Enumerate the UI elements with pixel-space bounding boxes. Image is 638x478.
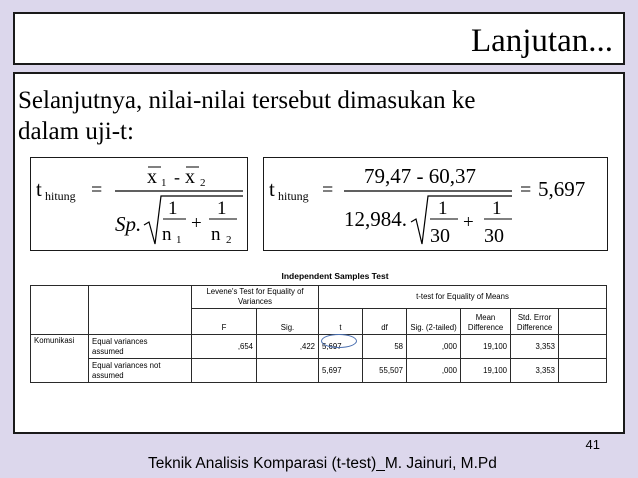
calc-t: t — [269, 177, 275, 201]
cell-t-highlighted: 5,697 — [319, 335, 363, 359]
cell-f: ,654 — [192, 335, 257, 359]
col-sig: Sig. — [257, 309, 319, 335]
col-sig-2tailed: Sig. (2-tailed) — [407, 309, 461, 335]
calc-n2: 30 — [484, 225, 504, 247]
cell-sig: ,422 — [257, 335, 319, 359]
intro-line-2: dalam uji-t: — [18, 118, 134, 145]
formula-eq: = — [91, 179, 103, 201]
slide-title: Lanjutan... — [470, 23, 613, 59]
cell-sig-2tailed: ,000 — [407, 335, 461, 359]
inner-num-2: 1 — [217, 198, 227, 219]
inner-num-1: 1 — [168, 198, 178, 219]
calc-eq: = — [322, 179, 334, 201]
calc-inner-num-2: 1 — [492, 198, 502, 219]
numerator-sub-1: 1 — [161, 177, 167, 189]
table-row — [31, 335, 607, 359]
independent-samples-table — [30, 285, 607, 383]
spss-output — [30, 270, 610, 383]
numerator-sub-2: 2 — [200, 177, 206, 189]
formula-calculated — [263, 157, 608, 251]
table-row — [31, 359, 607, 383]
slide-number: 41 — [585, 437, 600, 452]
formula-sub: hitung — [45, 189, 76, 203]
levene-header: Levene's Test for Equality of Variances — [192, 286, 319, 309]
formula-calc-svg — [264, 158, 606, 249]
row-label: Equal variances not assumed — [89, 359, 192, 383]
calc-sub: hitung — [278, 189, 309, 203]
calc-plus: + — [463, 212, 474, 233]
cell-sig-2tailed: ,000 — [407, 359, 461, 383]
inner-n1: n — [162, 224, 172, 245]
numerator-x2: x — [185, 166, 195, 188]
calc-sp-value: 12,984. — [344, 207, 407, 231]
highlight-circle — [321, 334, 357, 348]
header-row-2 — [31, 309, 607, 335]
header-row-1 — [31, 286, 607, 309]
cell-sig — [257, 359, 319, 383]
calc-inner-num-1: 1 — [438, 198, 448, 219]
sp-symbol: Sp. — [115, 212, 142, 236]
variable-name: Komunikasi — [31, 335, 89, 383]
col-t: t — [319, 309, 363, 335]
col-df: df — [363, 309, 407, 335]
inner-n1-sub: 1 — [176, 234, 182, 246]
cell-se-diff: 3,353 — [511, 359, 559, 383]
calc-result: 5,697 — [538, 177, 586, 201]
formula-general — [30, 157, 248, 251]
inner-n2-sub: 2 — [226, 234, 232, 246]
formula-general-svg — [31, 158, 246, 249]
spss-table-title: Independent Samples Test — [281, 271, 389, 281]
numerator-minus: - — [174, 167, 180, 187]
cell-f — [192, 359, 257, 383]
title-panel — [13, 12, 625, 65]
inner-n2: n — [211, 224, 221, 245]
cell-t: 5,697 — [319, 359, 363, 383]
footer-text: Teknik Analisis Komparasi (t-test)_M. Jainuri, M.Pd — [148, 455, 497, 472]
calc-numerator: 79,47 - 60,37 — [364, 164, 476, 188]
cell-df: 58 — [363, 335, 407, 359]
ttest-header: t-test for Equality of Means — [319, 286, 607, 309]
cell-mean-diff: 19,100 — [461, 335, 511, 359]
calc-n1: 30 — [430, 225, 450, 247]
cell-se-diff: 3,353 — [511, 335, 559, 359]
col-mean-diff: Mean Difference — [461, 309, 511, 335]
formula-t: t — [36, 177, 42, 201]
calc-eq2: = — [520, 179, 532, 201]
col-se-diff: Std. Error Difference — [511, 309, 559, 335]
intro-text — [18, 85, 578, 147]
numerator-x1: x — [147, 166, 157, 188]
cell-df: 55,507 — [363, 359, 407, 383]
row-label: Equal variances assumed — [89, 335, 192, 359]
col-f: F — [192, 309, 257, 335]
intro-line-1: Selanjutnya, nilai-nilai tersebut dimasukan ke — [18, 87, 476, 114]
cell-mean-diff: 19,100 — [461, 359, 511, 383]
inner-plus: + — [191, 213, 202, 234]
